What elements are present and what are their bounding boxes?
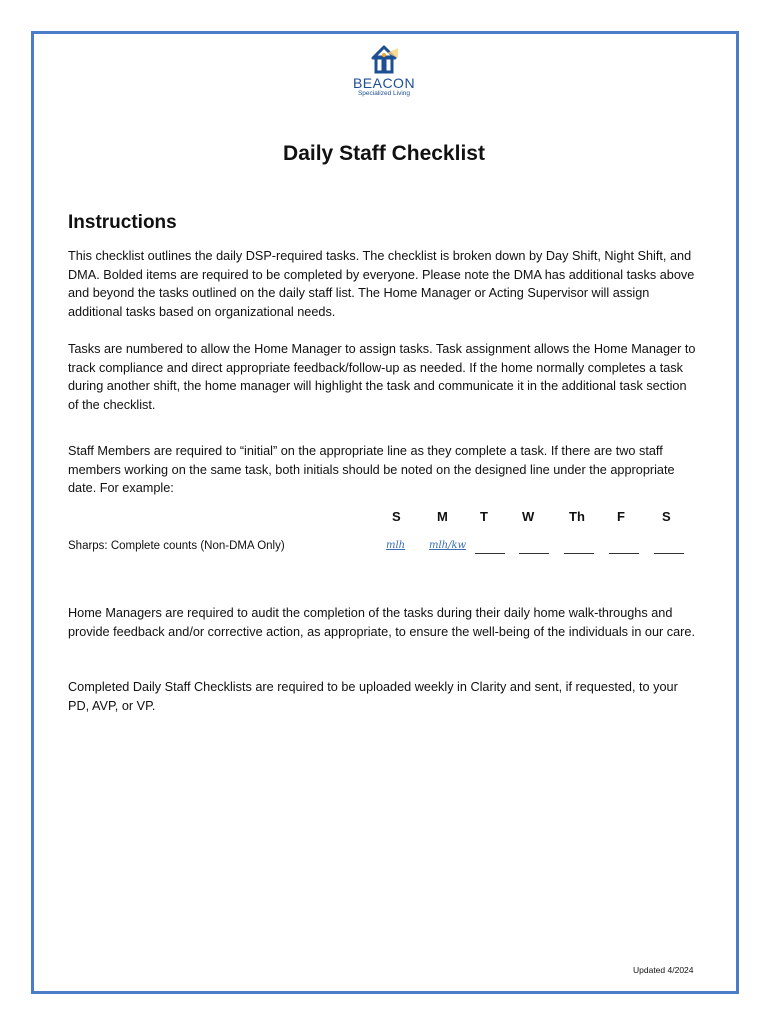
example-initial-sunday: mlh [386,540,406,551]
day-header-tuesday: T [480,509,488,524]
example-task-label: Sharps: Complete counts (Non-DMA Only) [68,540,285,552]
initial-line-tuesday [475,539,505,554]
day-header-sunday: S [392,509,401,524]
instructions-paragraph-5: Completed Daily Staff Checklists are required to be uploaded weekly in Clarity and sent, if requested, to your PD, AVP, or VP. [68,680,678,713]
day-header-saturday: S [662,509,671,524]
instructions-heading: Instructions [68,212,177,233]
initial-line-wednesday [519,539,549,554]
brand-tagline: Specialized Living [357,90,411,97]
instructions-paragraph-1: This checklist outlines the daily DSP-required tasks. The checklist is broken down by Day Shift, Night Shift, and DMA. Bolded items are required to be completed by everyone. Please note the DMA has additional tasks above and beyond the tasks outlined on the daily staff list. The Home Manager or Acting Supervisor will assign additional tasks based on organizational needs. [68,249,695,319]
initial-line-friday [609,539,639,554]
example-initial-monday: mlh/kw [429,540,467,551]
instructions-paragraph-3: Staff Members are required to “initial” on the appropriate line as they complete a task. If there are two staff members working on the same task, both initials should be noted on the designed line under the appropriate date. For example: [68,444,675,496]
instructions-paragraph-2: Tasks are numbered to allow the Home Manager to assign tasks. Task assignment allows the Home Manager to track compliance and direct appropriate feedback/follow-up as needed. If the home normally completes a task during another shift, the home manager will highlight the task and communicate it in the additional task section of the checklist. [68,342,696,412]
day-header-wednesday: W [522,509,535,524]
initial-line-saturday [654,539,684,554]
brand-name: BEACON [352,75,416,91]
updated-date: Updated 4/2024 [633,965,694,975]
instructions-paragraph-4: Home Managers are required to audit the completion of the tasks during their daily home walk-throughs and provide feedback and/or corrective action, as appropriate, to ensure the well-being of the individuals in our care. [68,606,695,639]
page-title: Daily Staff Checklist [283,142,485,165]
day-header-thursday: Th [569,509,585,524]
house-lighthouse-icon [369,44,399,74]
day-header-monday: M [437,509,448,524]
initial-line-thursday [564,539,594,554]
beacon-logo [346,44,422,98]
day-header-friday: F [617,509,625,524]
page-border [31,31,739,994]
